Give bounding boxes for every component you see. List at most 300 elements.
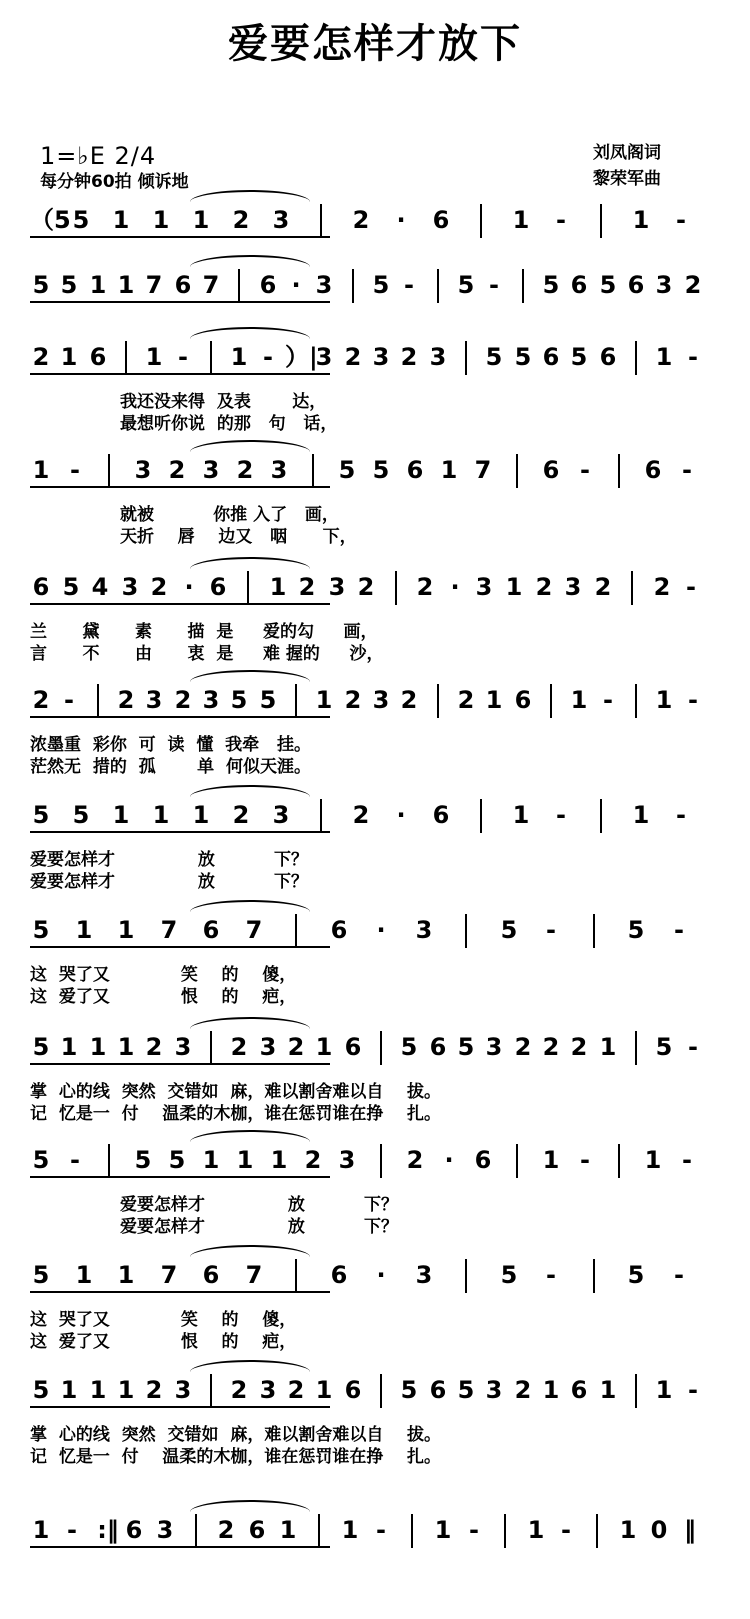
barline — [516, 454, 518, 488]
barline — [600, 204, 602, 238]
note-symbol: 3 — [272, 206, 290, 234]
barline — [465, 341, 467, 375]
note-symbol: 1 — [632, 801, 650, 829]
note-symbol: 3 — [174, 1033, 192, 1061]
note-symbol: 6 — [248, 1516, 266, 1544]
note-symbol: - — [686, 573, 696, 601]
note-symbol: 6 — [570, 1376, 588, 1404]
note-symbol: - — [70, 1146, 80, 1174]
note-symbol: 2 — [352, 206, 370, 234]
note-symbol: 1 — [269, 573, 287, 601]
notation-line — [30, 265, 720, 305]
barline — [210, 1374, 212, 1408]
note-symbol: 2 — [400, 686, 418, 714]
barline — [195, 1514, 197, 1548]
note-symbol: :‖ — [97, 1516, 119, 1544]
barline — [618, 1144, 620, 1178]
notation-line — [30, 450, 720, 490]
note-symbol: 2 — [357, 573, 375, 601]
note-symbol: 6 — [514, 686, 532, 714]
note-symbol: 6 — [429, 1376, 447, 1404]
note-symbol: 5 — [60, 271, 78, 299]
note-symbol: 2 — [594, 573, 612, 601]
note-symbol: - — [376, 1516, 386, 1544]
notation-line — [30, 337, 720, 377]
note-symbol: - — [546, 916, 556, 944]
note-symbol: 3 — [174, 1376, 192, 1404]
note-symbol: 3 — [372, 343, 390, 371]
note-symbol: 0 — [650, 1516, 668, 1544]
note-symbol: 3 — [134, 456, 152, 484]
barline — [635, 1031, 637, 1065]
note-symbol: 1 — [75, 916, 93, 944]
beam-underline — [30, 1063, 330, 1065]
note-symbol: 2 — [287, 1376, 305, 1404]
note-symbol: 2 — [168, 456, 186, 484]
barline — [504, 1514, 506, 1548]
barline — [635, 1374, 637, 1408]
note-symbol: 2 — [287, 1033, 305, 1061]
lyric-line: 这 哭了又 笑 的 傻， — [30, 1310, 297, 1330]
note-symbol: 3 — [315, 343, 333, 371]
note-symbol: 1 — [145, 343, 163, 371]
note-symbol: 6 — [202, 916, 220, 944]
lyric-line: 爱要怎样才 放 下？ — [120, 1217, 399, 1237]
note-symbol: 6 — [89, 343, 107, 371]
note-symbol: 5 — [32, 1033, 50, 1061]
note-symbol: 1 — [270, 1146, 288, 1174]
note-symbol: 1 — [89, 1376, 107, 1404]
note-symbol: 1 — [485, 686, 503, 714]
note-symbol: 5 — [655, 1033, 673, 1061]
note-symbol: 1 — [655, 343, 673, 371]
note-symbol: 1 — [112, 206, 130, 234]
note-symbol: 3 — [485, 1033, 503, 1061]
slur-mark — [190, 1360, 310, 1372]
lyric-line: 最想听你说 的那 句 话， — [120, 414, 338, 434]
lyric-line: 这 爱了又 恨 的 疤， — [30, 987, 297, 1007]
note-symbol: 1 — [542, 1376, 560, 1404]
beam-underline — [30, 1546, 330, 1548]
note-symbol: 1 — [512, 801, 530, 829]
notation-line — [30, 795, 720, 835]
note-symbol: 5 — [62, 573, 80, 601]
beam-underline — [30, 1176, 330, 1178]
note-symbol: - — [580, 1146, 590, 1174]
note-symbol: 1 — [60, 1376, 78, 1404]
barline — [97, 684, 99, 718]
note-symbol: 1 — [117, 271, 135, 299]
barline — [380, 1374, 382, 1408]
barline — [295, 914, 297, 948]
note-symbol: 1 — [570, 686, 588, 714]
beam-underline — [30, 373, 330, 375]
note-symbol: - — [676, 801, 686, 829]
note-symbol: 5 — [134, 1146, 152, 1174]
note-symbol: 6 — [259, 271, 277, 299]
note-symbol: 2 — [514, 1033, 532, 1061]
note-symbol: 1 — [341, 1516, 359, 1544]
note-symbol: 6 — [474, 1146, 492, 1174]
note-symbol: 2 — [514, 1376, 532, 1404]
note-symbol: 5 — [400, 1376, 418, 1404]
barline — [108, 1144, 110, 1178]
note-symbol: 3 — [121, 573, 139, 601]
note-symbol: 2 — [352, 801, 370, 829]
note-symbol: 5 — [500, 1261, 518, 1289]
barline — [631, 571, 633, 605]
notation-line — [30, 200, 720, 240]
note-symbol: 1 — [434, 1516, 452, 1544]
note-symbol: 3 — [415, 1261, 433, 1289]
note-symbol: 6 — [174, 271, 192, 299]
lyric-line: 茫然无 措的 孤 单 何似天涯。 — [30, 757, 311, 777]
note-symbol: 6 — [570, 271, 588, 299]
barline — [312, 454, 314, 488]
slur-mark — [190, 440, 310, 452]
note-symbol: 1 — [644, 1146, 662, 1174]
beam-underline — [30, 946, 330, 948]
notation-line — [30, 567, 720, 607]
note-symbol: 3 — [315, 271, 333, 299]
note-symbol: 1 — [542, 1146, 560, 1174]
note-symbol: 2 — [457, 686, 475, 714]
note-symbol: · — [184, 573, 194, 601]
note-symbol: 2 — [230, 1033, 248, 1061]
note-symbol: 5 — [372, 456, 390, 484]
note-symbol: 6 — [542, 343, 560, 371]
note-symbol: · — [291, 271, 301, 299]
slur-mark — [190, 190, 310, 202]
barline — [516, 1144, 518, 1178]
lyric-line: 记 忆是一 付 温柔的木枷，谁在惩罚谁在挣 扎。 — [30, 1104, 442, 1124]
note-symbol: 4 — [91, 573, 109, 601]
note-symbol: 2 — [32, 343, 50, 371]
note-symbol: 6 — [429, 1033, 447, 1061]
note-symbol: 5 — [230, 686, 248, 714]
note-symbol: 2 — [684, 271, 702, 299]
beam-underline — [30, 831, 330, 833]
note-symbol: 1 — [117, 916, 135, 944]
barline — [635, 341, 637, 375]
note-symbol: 2 — [150, 573, 168, 601]
slur-mark — [190, 255, 310, 267]
note-symbol: - — [682, 1146, 692, 1174]
slur-mark — [190, 557, 310, 569]
note-symbol: 3 — [270, 456, 288, 484]
note-symbol: 5 — [72, 206, 90, 234]
note-symbol: （5 — [30, 206, 71, 234]
note-symbol: 1 — [32, 456, 50, 484]
note-symbol: - — [688, 686, 698, 714]
note-symbol: 3 — [202, 456, 220, 484]
note-symbol: 5 — [457, 1376, 475, 1404]
note-symbol: 1 — [152, 801, 170, 829]
note-symbol: 1 — [315, 686, 333, 714]
note-symbol: 3 — [272, 801, 290, 829]
note-symbol: - — [561, 1516, 571, 1544]
barline — [593, 1259, 595, 1293]
note-symbol: 6 — [542, 456, 560, 484]
note-symbol: 5 — [372, 271, 390, 299]
slur-mark — [190, 1130, 310, 1142]
lyric-line: 爱要怎样才 放 下？ — [30, 850, 309, 870]
note-symbol: 6 — [627, 271, 645, 299]
barline — [295, 1259, 297, 1293]
barline — [395, 571, 397, 605]
note-symbol: ‖ — [684, 1516, 696, 1544]
note-symbol: - — [688, 343, 698, 371]
note-symbol: 6 — [202, 1261, 220, 1289]
beam-underline — [30, 1406, 330, 1408]
note-symbol: 1 — [152, 206, 170, 234]
note-symbol: 2 — [542, 1033, 560, 1061]
note-symbol: 1 — [202, 1146, 220, 1174]
key-signature: 1=♭E 2/4 — [40, 142, 157, 170]
note-symbol: 2 — [400, 343, 418, 371]
note-symbol: 1 — [32, 1516, 50, 1544]
note-symbol: 2 — [570, 1033, 588, 1061]
note-symbol: 1 — [89, 1033, 107, 1061]
barline — [352, 269, 354, 303]
note-symbol: 1 — [619, 1516, 637, 1544]
beam-underline — [30, 603, 330, 605]
note-symbol: 7 — [160, 916, 178, 944]
slur-mark — [190, 1245, 310, 1257]
note-symbol: 3 — [655, 271, 673, 299]
note-symbol: · — [444, 1146, 454, 1174]
note-symbol: 1 — [60, 1033, 78, 1061]
note-symbol: 5 — [400, 1033, 418, 1061]
note-symbol: 6 — [344, 1376, 362, 1404]
barline — [437, 269, 439, 303]
barline — [437, 684, 439, 718]
note-symbol: 1 — [117, 1033, 135, 1061]
note-symbol: 2 — [232, 801, 250, 829]
note-symbol: 2 — [145, 1376, 163, 1404]
barline — [238, 269, 240, 303]
beam-underline — [30, 236, 330, 238]
lyric-line: 爱要怎样才 放 下？ — [120, 1195, 399, 1215]
barline — [600, 799, 602, 833]
barline — [108, 454, 110, 488]
note-symbol: 5 — [32, 801, 50, 829]
notation-line — [30, 680, 720, 720]
note-symbol: 1 — [512, 206, 530, 234]
beam-underline — [30, 486, 330, 488]
note-symbol: - — [688, 1033, 698, 1061]
note-symbol: 3 — [372, 686, 390, 714]
composer: 黎荣军曲 — [593, 169, 661, 189]
note-symbol: - — [263, 343, 273, 371]
note-symbol: 1 — [279, 1516, 297, 1544]
note-symbol: 3 — [415, 916, 433, 944]
barline — [380, 1144, 382, 1178]
barline — [550, 684, 552, 718]
note-symbol: 1 — [632, 206, 650, 234]
note-symbol: 1 — [527, 1516, 545, 1544]
note-symbol: 5 — [485, 343, 503, 371]
barline — [522, 269, 524, 303]
note-symbol: 5 — [627, 1261, 645, 1289]
note-symbol: - — [674, 916, 684, 944]
note-symbol: 3 — [259, 1033, 277, 1061]
note-symbol: - — [489, 271, 499, 299]
lyric-line: 言 不 由 衷 是 难 握的 沙， — [30, 644, 384, 664]
note-symbol: 2 — [344, 343, 362, 371]
note-symbol: · — [450, 573, 460, 601]
note-symbol: ）| — [285, 343, 318, 371]
note-symbol: · — [396, 801, 406, 829]
note-symbol: 5 — [338, 456, 356, 484]
note-symbol: 7 — [202, 271, 220, 299]
note-symbol: 3 — [338, 1146, 356, 1174]
note-symbol: 2 — [535, 573, 553, 601]
note-symbol: 1 — [655, 1376, 673, 1404]
lyricist: 刘凤阁词 — [593, 143, 661, 163]
lyric-line: 这 哭了又 笑 的 傻， — [30, 965, 297, 985]
note-symbol: 5 — [32, 916, 50, 944]
note-symbol: · — [376, 916, 386, 944]
note-symbol: 1 — [315, 1376, 333, 1404]
lyric-line: 浓墨重 彩你 可 读 懂 我牵 挂。 — [30, 735, 311, 755]
note-symbol: 5 — [168, 1146, 186, 1174]
note-symbol: 1 — [655, 686, 673, 714]
note-symbol: 2 — [232, 206, 250, 234]
note-symbol: 6 — [330, 1261, 348, 1289]
note-symbol: 5 — [32, 271, 50, 299]
note-symbol: 2 — [653, 573, 671, 601]
note-symbol: 7 — [245, 916, 263, 944]
slur-mark — [190, 785, 310, 797]
note-symbol: 1 — [112, 801, 130, 829]
note-symbol: 3 — [145, 686, 163, 714]
barline — [320, 799, 322, 833]
note-symbol: 1 — [75, 1261, 93, 1289]
note-symbol: 6 — [330, 916, 348, 944]
slur-mark — [190, 327, 310, 339]
note-symbol: 2 — [117, 686, 135, 714]
note-symbol: 7 — [145, 271, 163, 299]
note-symbol: 6 — [32, 573, 50, 601]
note-symbol: 6 — [599, 343, 617, 371]
lyric-line: 爱要怎样才 放 下？ — [30, 872, 309, 892]
note-symbol: 7 — [474, 456, 492, 484]
note-symbol: 7 — [160, 1261, 178, 1289]
barline — [320, 204, 322, 238]
notation-line — [30, 1027, 720, 1067]
lyric-line: 记 忆是一 付 温柔的木枷，谁在惩罚谁在挣 扎。 — [30, 1447, 442, 1467]
lyric-line: 掌 心的线 突然 交错如 麻，难以割舍难以自 拔。 — [30, 1425, 442, 1445]
note-symbol: 5 — [457, 1033, 475, 1061]
lyric-line: 这 爱了又 恨 的 疤， — [30, 1332, 297, 1352]
note-symbol: - — [178, 343, 188, 371]
note-symbol: 3 — [259, 1376, 277, 1404]
slur-mark — [190, 1500, 310, 1512]
note-symbol: 2 — [236, 456, 254, 484]
barline — [411, 1514, 413, 1548]
note-symbol: 5 — [457, 271, 475, 299]
barline — [618, 454, 620, 488]
note-symbol: 5 — [32, 1146, 50, 1174]
slur-mark — [190, 670, 310, 682]
barline — [380, 1031, 382, 1065]
notation-line — [30, 1255, 720, 1295]
barline — [465, 1259, 467, 1293]
lyric-line: 兰 黛 素 描 是 爱的勾 画， — [30, 622, 378, 642]
note-symbol: 1 — [60, 343, 78, 371]
note-symbol: 3 — [429, 343, 447, 371]
note-symbol: 7 — [245, 1261, 263, 1289]
note-symbol: - — [688, 1376, 698, 1404]
note-symbol: 5 — [627, 916, 645, 944]
note-symbol: - — [682, 456, 692, 484]
note-symbol: 1 — [230, 343, 248, 371]
note-symbol: 3 — [485, 1376, 503, 1404]
note-symbol: 6 — [406, 456, 424, 484]
slur-mark — [190, 900, 310, 912]
note-symbol: 1 — [599, 1033, 617, 1061]
note-symbol: - — [580, 456, 590, 484]
note-symbol: 2 — [32, 686, 50, 714]
note-symbol: 1 — [236, 1146, 254, 1174]
note-symbol: - — [676, 206, 686, 234]
note-symbol: 2 — [298, 573, 316, 601]
song-title: 爱要怎样才放下 — [228, 21, 522, 67]
barline — [247, 571, 249, 605]
lyric-line: 就被 你推 入了 画， — [120, 505, 339, 525]
tempo-marking: 每分钟60拍 倾诉地 — [40, 172, 189, 192]
note-symbol: 5 — [32, 1376, 50, 1404]
slur-mark — [190, 1017, 310, 1029]
note-symbol: 5 — [542, 271, 560, 299]
note-symbol: 3 — [328, 573, 346, 601]
note-symbol: 5 — [500, 916, 518, 944]
note-symbol: 5 — [32, 1261, 50, 1289]
notation-line — [30, 1140, 720, 1180]
note-symbol: 5 — [570, 343, 588, 371]
note-symbol: 6 — [432, 206, 450, 234]
note-symbol: - — [67, 1516, 77, 1544]
barline — [295, 684, 297, 718]
note-symbol: 6 — [209, 573, 227, 601]
barline — [210, 1031, 212, 1065]
note-symbol: - — [603, 686, 613, 714]
note-symbol: 1 — [117, 1261, 135, 1289]
note-symbol: 5 — [259, 686, 277, 714]
notation-line — [30, 910, 720, 950]
notation-line — [30, 1370, 720, 1410]
note-symbol: 2 — [230, 1376, 248, 1404]
note-symbol: 1 — [117, 1376, 135, 1404]
barline — [318, 1514, 320, 1548]
barline — [635, 684, 637, 718]
credits — [593, 140, 661, 192]
note-symbol: 6 — [344, 1033, 362, 1061]
note-symbol: 3 — [475, 573, 493, 601]
note-symbol: - — [546, 1261, 556, 1289]
note-symbol: · — [396, 206, 406, 234]
note-symbol: - — [556, 801, 566, 829]
note-symbol: 1 — [315, 1033, 333, 1061]
note-symbol: 5 — [599, 271, 617, 299]
note-symbol: 3 — [202, 686, 220, 714]
note-symbol: 6 — [125, 1516, 143, 1544]
note-symbol: - — [64, 686, 74, 714]
note-symbol: 1 — [440, 456, 458, 484]
beam-underline — [30, 301, 330, 303]
barline — [465, 914, 467, 948]
